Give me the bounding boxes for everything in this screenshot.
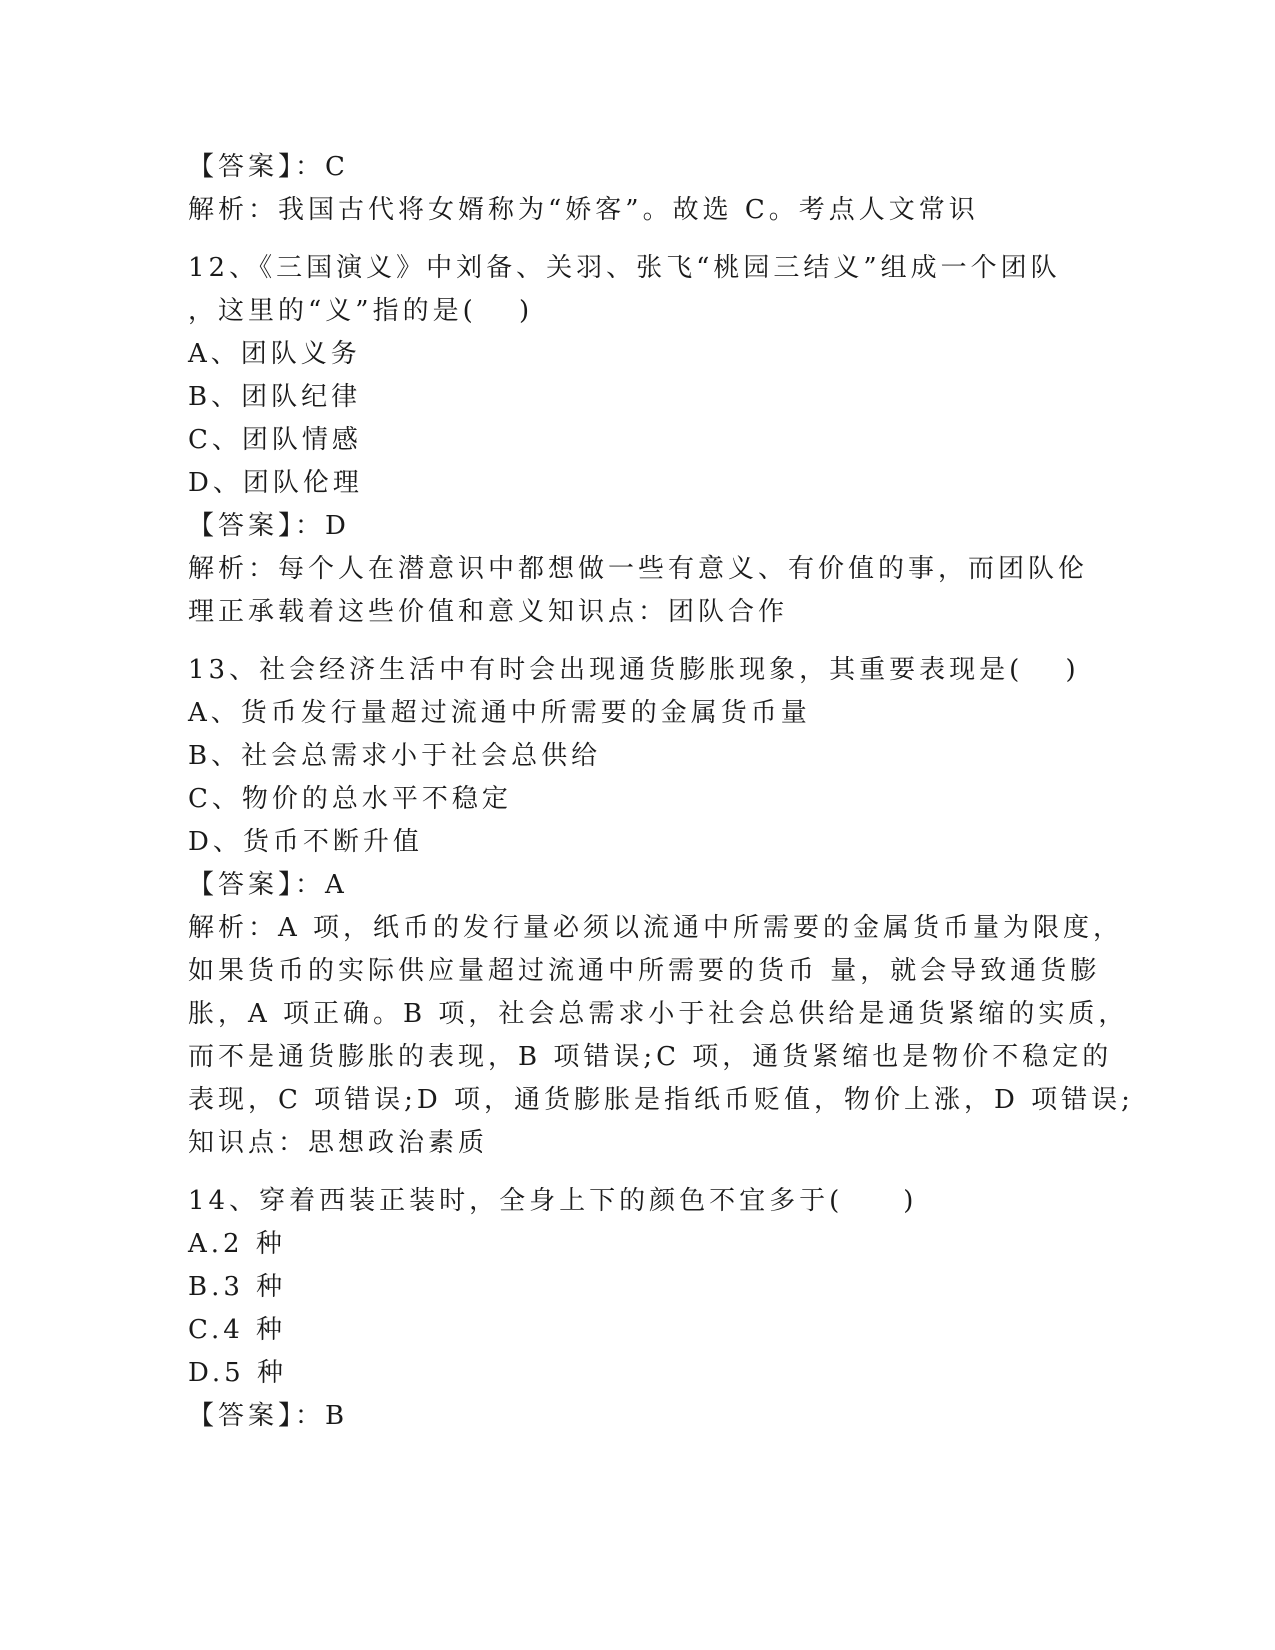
question-12-analysis: 解析：每个人在潜意识中都想做一些有意义、有价值的事，而团队伦	[188, 554, 1089, 584]
question-13-answer: 【答案】：A	[188, 870, 348, 900]
question-13-option-d: D、货币不断升值	[188, 827, 423, 857]
answer-line: 【答案】：C	[188, 152, 349, 182]
question-13-option-a: A、货币发行量超过流通中所需要的金属货币量	[188, 698, 811, 728]
question-13-analysis-cont: 知识点：思想政治素质	[188, 1128, 489, 1158]
question-12-stem: 12、《三国演义》中刘备、关羽、张飞“桃园三结义”组成一个团队	[188, 253, 1061, 283]
analysis-line: 解析：我国古代将女婿称为“娇客”。故选 C。考点人文常识	[188, 195, 979, 225]
question-12-option-b: B、团队纪律	[188, 382, 362, 412]
question-12-option-d: D、团队伦理	[188, 468, 363, 498]
question-14-option-c: C.4 种	[188, 1315, 287, 1345]
question-12-option-a: A、团队义务	[188, 339, 361, 369]
question-13-stem: 13、社会经济生活中有时会出现通货膨胀现象，其重要表现是( )	[188, 655, 1080, 685]
question-12-option-c: C、团队情感	[188, 425, 362, 455]
question-13-analysis: 解析：A 项，纸币的发行量必须以流通中所需要的金属货币量为限度，	[188, 913, 1124, 943]
document-page	[188, 146, 1134, 1438]
question-14-answer: 【答案】：B	[188, 1401, 349, 1431]
question-14-option-a: A.2 种	[188, 1229, 286, 1259]
question-13-analysis-cont: 而不是通货膨胀的表现，B 项错误;C 项，通货紧缩也是物价不稳定的	[188, 1042, 1113, 1072]
question-13-analysis-cont: 如果货币的实际供应量超过流通中所需要的货币 量，就会导致通货膨	[188, 956, 1101, 986]
question-13-option-c: C、物价的总水平不稳定	[188, 784, 512, 814]
question-12-analysis-cont: 理正承载着这些价值和意义知识点：团队合作	[188, 597, 789, 627]
question-13-option-b: B、社会总需求小于社会总供给	[188, 741, 602, 771]
question-12-answer: 【答案】：D	[188, 511, 350, 541]
question-12-stem-cont: ，这里的“义”指的是( )	[188, 296, 534, 326]
question-14-stem: 14、穿着西装正装时，全身上下的颜色不宜多于( )	[188, 1186, 918, 1216]
question-14-option-d: D.5 种	[188, 1358, 287, 1388]
question-14-option-b: B.3 种	[188, 1272, 287, 1302]
question-13-analysis-cont: 表现，C 项错误;D 项，通货膨胀是指纸币贬值，物价上涨，D 项错误;	[188, 1085, 1134, 1115]
question-13-analysis-cont: 胀，A 项正确。B 项，社会总需求小于社会总供给是通货紧缩的实质，	[188, 999, 1129, 1029]
